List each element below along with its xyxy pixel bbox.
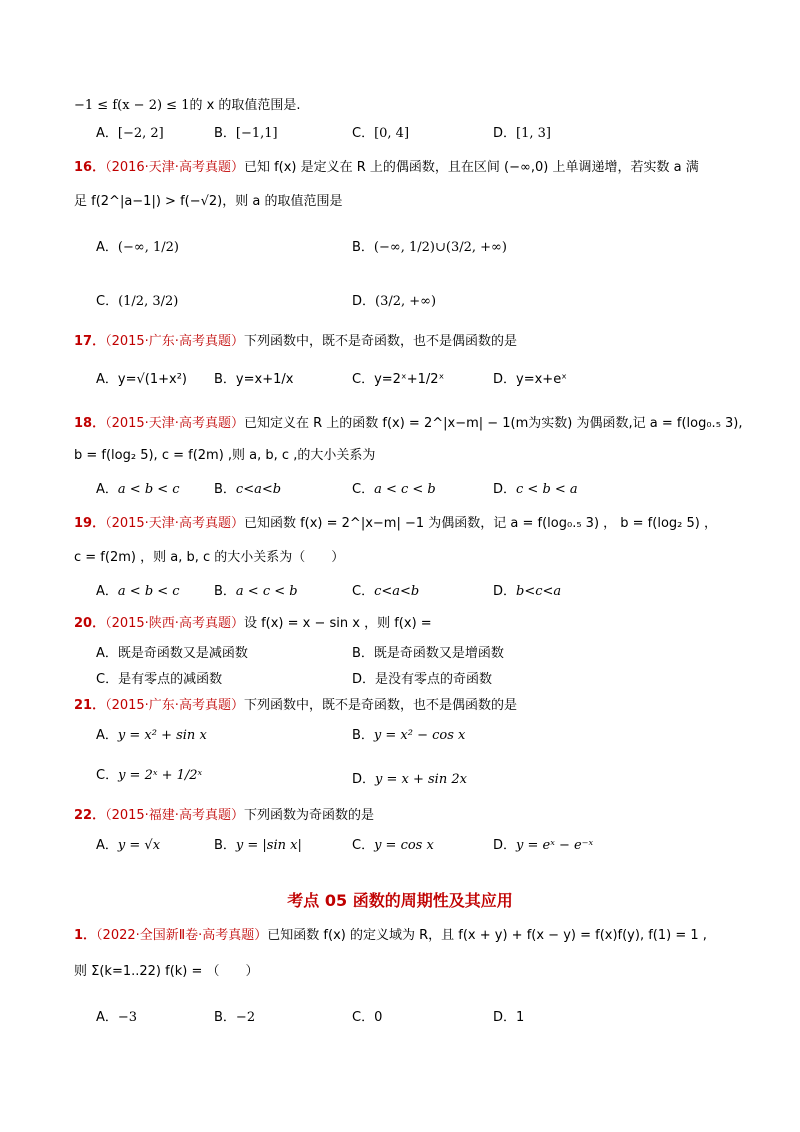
- q15-option-d[interactable]: D．[1, 3]: [493, 126, 551, 141]
- q21-text: 下列函数中，既不是奇函数，也不是偶函数的是: [243, 698, 517, 713]
- s1-text1: 已知函数 f(x) 的定义域为 R，且 f(x + y) + f(x − y) = f(x)f(y), f(1) = 1 ,: [267, 928, 707, 943]
- q16-option-a[interactable]: A．(−∞, 1/2): [96, 240, 179, 255]
- s1-option-d[interactable]: D．1: [493, 1010, 525, 1025]
- q16-option-d[interactable]: D．(3/2, +∞): [352, 294, 437, 309]
- q22-option-a[interactable]: A．y = √x: [96, 838, 161, 853]
- q21-option-d[interactable]: D．y = x + sin 2x: [352, 772, 467, 787]
- s1-option-c[interactable]: C．0: [352, 1010, 383, 1025]
- q22-stem: [74, 806, 374, 826]
- q16-option-c[interactable]: C．(1/2, 3/2): [96, 294, 179, 309]
- q16-text1: 已知 f(x) 是定义在 R 上的偶函数，且在区间 (−∞,0) 上单调递增，若实数 a 满: [243, 160, 699, 175]
- q15-condition: −1 ≤ f(x − 2) ≤ 1: [74, 98, 190, 113]
- q15-option-a[interactable]: A．[−2, 2]: [96, 126, 164, 141]
- q16-stem-line2: [74, 192, 342, 212]
- s1-option-a[interactable]: A．−3: [96, 1010, 138, 1025]
- q21-source: （2015·广东·高考真题）: [105, 698, 244, 713]
- q17-option-b[interactable]: B．y=x+1/x: [214, 372, 294, 387]
- q17-text: 下列函数中，既不是奇函数，也不是偶函数的是: [243, 334, 517, 349]
- q19-text2: c = f(2m) ，则 a, b, c 的大小关系为（ ）: [74, 550, 345, 565]
- q20-option-b[interactable]: B．既是奇函数又是增函数: [352, 646, 504, 661]
- q21-option-c[interactable]: C．y = 2ˣ + 1/2ˣ: [96, 768, 203, 783]
- q15-text: 的 x 的取值范围是.: [189, 98, 301, 113]
- q22-source: （2015·福建·高考真题）: [105, 808, 244, 823]
- q16-stem-line1: [74, 158, 699, 178]
- q16-text2: 足 f(2^|a−1|) > f(−√2)，则 a 的取值范围是: [74, 194, 343, 209]
- q18-text1: 已知定义在 R 上的函数 f(x) = 2^|x−m| − 1(m为实数) 为偶函数,记 a = f(log₀.₅ 3),: [243, 416, 743, 431]
- q18-option-a[interactable]: A．a < b < c: [96, 482, 180, 497]
- q19-option-c[interactable]: C．c<a<b: [352, 584, 420, 599]
- q20-stem: [74, 614, 432, 634]
- q20-option-a[interactable]: A．既是奇函数又是减函数: [96, 646, 248, 661]
- s1-option-b[interactable]: B．−2: [214, 1010, 256, 1025]
- q20-option-d[interactable]: D．是没有零点的奇函数: [352, 672, 493, 687]
- s1-stem-line1: [74, 926, 707, 946]
- q22-number: 22．: [74, 808, 106, 823]
- q18-source: （2015·天津·高考真题）: [105, 416, 244, 431]
- section-title: 考点 05 函数的周期性及其应用: [287, 891, 513, 910]
- q18-stem-line1: [74, 414, 743, 434]
- q21-option-b[interactable]: B．y = x² − cos x: [352, 728, 466, 743]
- q18-text2: b = f(log₂ 5), c = f(2m) ,则 a, b, c ,的大小关系为: [74, 448, 376, 463]
- q16-option-b[interactable]: B．(−∞, 1/2)∪(3/2, +∞): [352, 240, 507, 255]
- q15-option-b[interactable]: B．[−1,1]: [214, 126, 278, 141]
- s1-text2: 则 Σ(k=1..22) f(k) = （ ）: [74, 964, 259, 979]
- q15-stem: [74, 96, 301, 116]
- q22-option-b[interactable]: B．y = |sin x|: [214, 838, 302, 853]
- q22-option-d[interactable]: D．y = eˣ − e⁻ˣ: [493, 838, 594, 853]
- q21-number: 21．: [74, 698, 106, 713]
- q20-number: 20．: [74, 616, 106, 631]
- q18-stem-line2: [74, 446, 375, 466]
- s1-number: 1．: [74, 928, 97, 943]
- q18-option-c[interactable]: C．a < c < b: [352, 482, 436, 497]
- q19-stem-line2: [74, 548, 344, 568]
- q19-number: 19．: [74, 516, 106, 531]
- q21-stem: [74, 696, 517, 716]
- q19-text1: 已知函数 f(x) = 2^|x−m| −1 为偶函数，记 a = f(log₀.₅ 3) ， b = f(log₂ 5) ，: [243, 516, 717, 531]
- q16-source: （2016·天津·高考真题）: [105, 160, 244, 175]
- q18-option-d[interactable]: D．c < b < a: [493, 482, 578, 497]
- q21-option-a[interactable]: A．y = x² + sin x: [96, 728, 207, 743]
- q22-option-c[interactable]: C．y = cos x: [352, 838, 434, 853]
- q17-source: （2015·广东·高考真题）: [105, 334, 244, 349]
- q20-option-c[interactable]: C．是有零点的减函数: [96, 672, 223, 687]
- q17-number: 17．: [74, 334, 106, 349]
- q17-option-c[interactable]: C．y=2ˣ+1/2ˣ: [352, 372, 445, 387]
- q19-option-b[interactable]: B．a < c < b: [214, 584, 298, 599]
- q18-number: 18．: [74, 416, 106, 431]
- q19-option-d[interactable]: D．b<c<a: [493, 584, 562, 599]
- s1-stem-line2: [74, 962, 259, 982]
- q20-source: （2015·陕西·高考真题）: [105, 616, 244, 631]
- s1-source: （2022·全国新Ⅱ卷·高考真题）: [96, 928, 268, 943]
- q19-source: （2015·天津·高考真题）: [105, 516, 244, 531]
- q17-option-a[interactable]: A．y=√(1+x²): [96, 372, 187, 387]
- q17-stem: [74, 332, 517, 352]
- q20-text: 设 f(x) = x − sin x ，则 f(x) =: [243, 616, 432, 631]
- q22-text: 下列函数为奇函数的是: [243, 808, 374, 823]
- q18-option-b[interactable]: B．c<a<b: [214, 482, 282, 497]
- q15-option-c[interactable]: C．[0, 4]: [352, 126, 410, 141]
- q19-option-a[interactable]: A．a < b < c: [96, 584, 180, 599]
- q16-number: 16．: [74, 160, 106, 175]
- q17-option-d[interactable]: D．y=x+eˣ: [493, 372, 567, 387]
- q19-stem-line1: [74, 514, 717, 534]
